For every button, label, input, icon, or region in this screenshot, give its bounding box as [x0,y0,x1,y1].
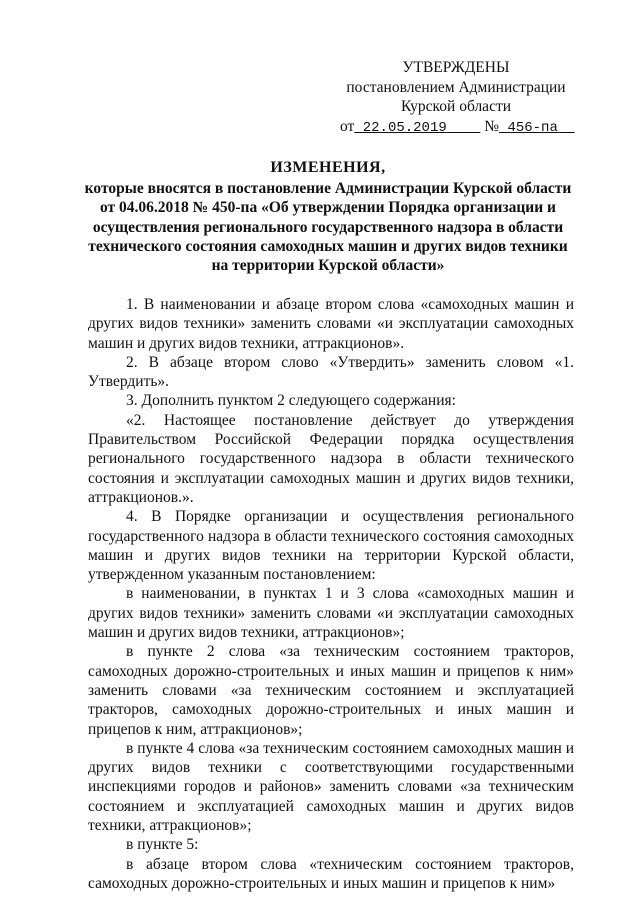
approval-heading: УТВЕРЖДЕНЫ [402,59,510,76]
paragraph: в пункте 2 слова «за техническим состоянием тракторов, самоходных дорожно-строительных и иных машин и прицепов к ним» заменить словами «за техническим состоянием и эксплуатацией тракторов, самоходных дорожно-строительных и иных машин и прицепов к ним, аттракционов»; [88,643,574,738]
title-heading: ИЗМЕНЕНИЯ, [270,159,386,176]
approval-date-line [340,117,572,139]
paragraph: 3. Дополнить пунктом 2 следующего содержания: [126,392,456,410]
approval-date: 22.05.2019 [362,119,447,136]
document-title [80,158,576,275]
number-prefix: № [484,117,500,135]
document-body [88,295,574,893]
paragraph: «2. Настоящее постановление действует до утверждения Правительством Российской Федерации порядка осуществления регионального государственного надзора в области технического состояния и эксплуатации самоходных машин и других видов техники, аттракционов.». [88,411,574,506]
title-line-3: осуществления регионального государственного надзора в области [92,218,564,236]
paragraph: в пункте 4 слова «за техническим состоянием самоходных машин и других видов техники с соответствующими государственными инспекциями городов и районов» заменить словами «за техническим состоянием и эксплуатацией самоходных машин и других видов техники, аттракционов»; [88,739,574,835]
approval-number: 456-па [507,119,558,136]
paragraph: 1. В наименовании и абзаце втором слова «самоходных машин и других видов техники» заменить словами «и эксплуатации самоходных машин и других видов техники, аттракционов». [88,296,574,352]
paragraph: 2. В абзаце втором слово «Утвердить» заменить словом «1. Утвердить». [88,353,574,391]
paragraph: в пункте 5: [126,836,199,854]
approval-stamp [340,58,572,138]
date-prefix: от [340,117,355,135]
title-line-1: которые вносятся в постановление Администрации Курской области [84,180,572,198]
paragraph: в абзаце втором слова «техническим состоянием тракторов, самоходных дорожно-строительных и иных машин и прицепов к ним» [88,855,574,892]
title-line-2: от 04.06.2018 № 450-па «Об утверждении Порядка организации и [100,199,556,217]
approval-authority: постановлением Администрации [346,78,566,96]
paragraph: 4. В Порядке организации и осуществления регионального государственного надзора в области технического состояния самоходных машин и других видов техники на территории Курской области, утвержденном указанным постановлением: [88,508,574,584]
title-line-5: на территории Курской области» [211,257,445,275]
title-line-4: технического состояния самоходных машин и других видов техники [88,237,568,255]
paragraph: в наименовании, в пунктах 1 и 3 слова «самоходных машин и других видов техники» заменить словами «и эксплуатации самоходных машин и других видов техники, аттракционов»; [88,585,574,642]
approval-region: Курской области [400,98,512,115]
